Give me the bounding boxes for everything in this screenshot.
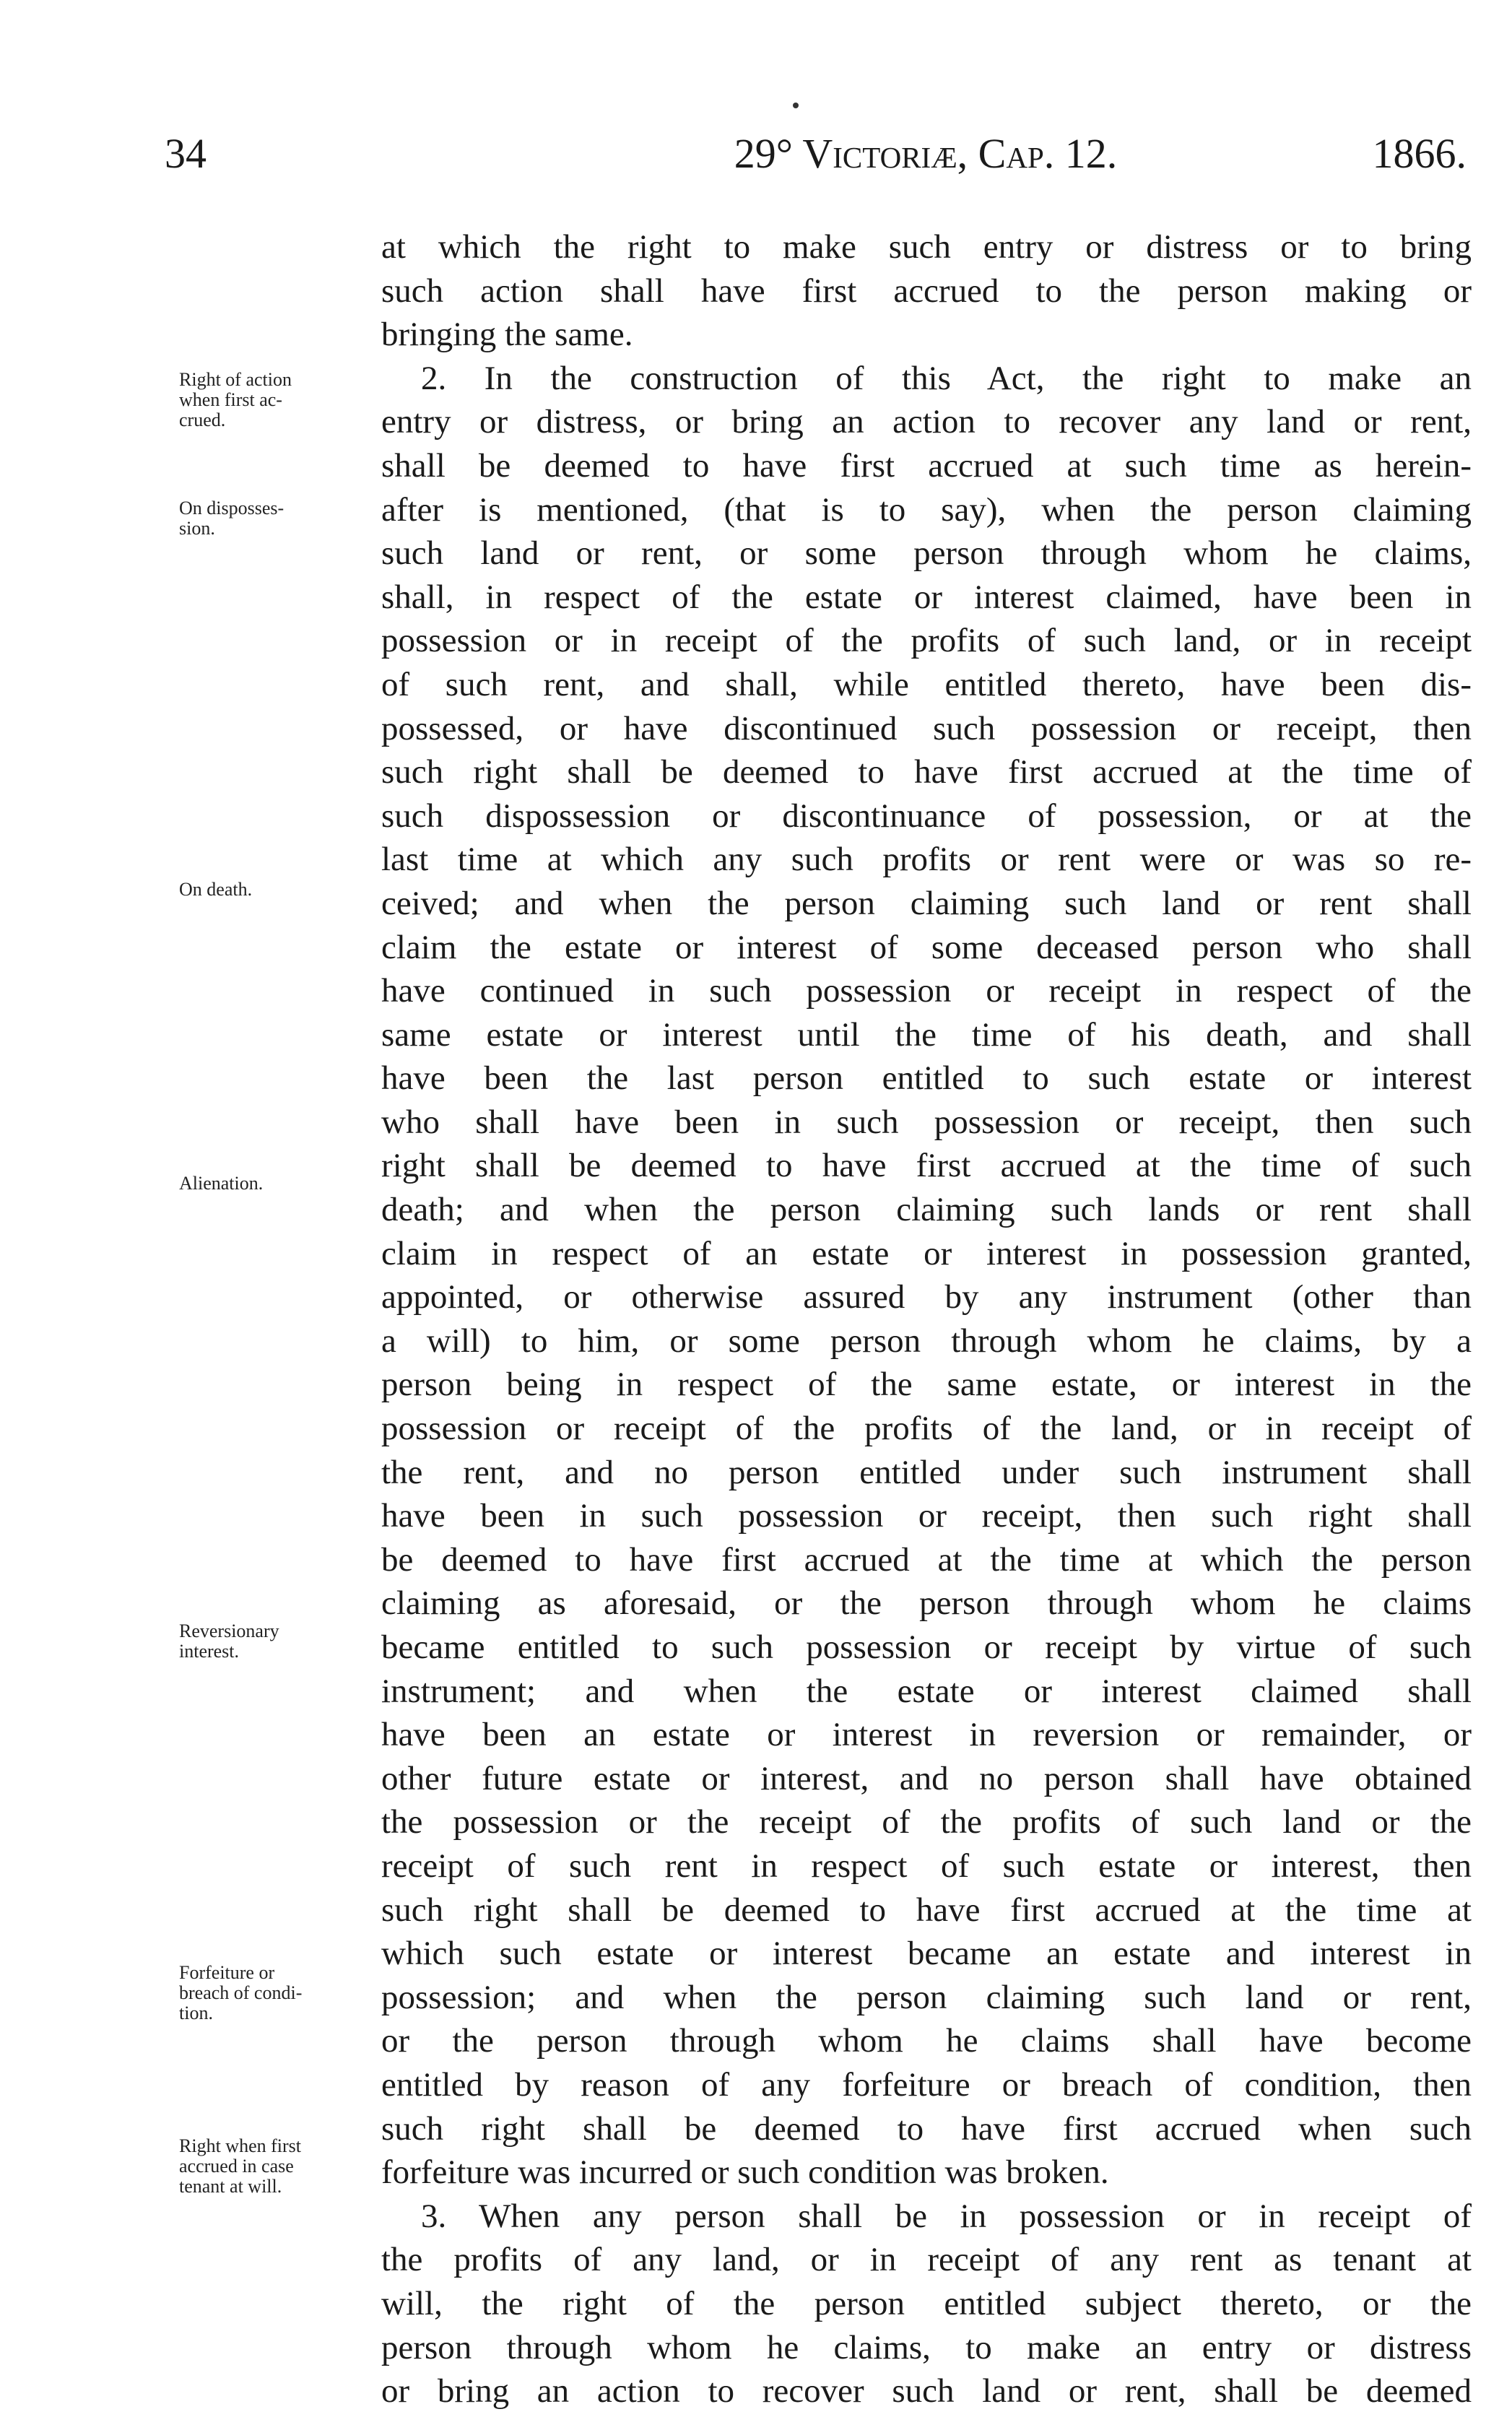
margin-note-alienation: Alienation.	[179, 1173, 264, 1194]
margin-note-tenant-at-will: Right when first accrued in case tenant at will.	[179, 2135, 301, 2197]
running-title: 29° Victoriæ, Cap. 12.	[734, 130, 1118, 177]
paragraph-continuation: at which the right to make such entry or distress or to bring such action shall have first accrued to the person making or bringing the same.	[381, 228, 1472, 354]
margin-note-reversionary-interest: Reversionary interest.	[179, 1620, 279, 1662]
statute-text	[381, 225, 1472, 2413]
section-2: 2. In the construction of this Act, the right to make an entry or distress, or bring an action to recover any land or rent, shall be deemed to have first accrued at such time as herein- after is mentioned, (that is to say), when the person claiming such land or rent, or some person through whom he claims, shall, in respect of the estate or interest claimed, have been in possession or in receipt of the profits of such land, or in receipt of such rent, and shall, while entitled thereto, have been dis- possessed, or have discontinued such possession or receipt, then such right shall be deemed to have first accrued at the time of such dispossession or discontinuance of possession, or at the last time at which any such profits or rent were or was so re- ceived; and when the person claiming such land or rent shall claim the estate or interest of some deceased person who shall have continued in such possession or receipt in respect of the same estate or interest until the time of his death, and shall have been the last person entitled to such estate or interest who shall have been in such possession or receipt, then such right shall be deemed to have first accrued at the time of such death; and when the person claiming such lands or rent shall claim in respect of an estate or interest in possession granted, appointed, or otherwise assured by any instrument (other than a will) to him, or some person through whom he claims, by a person being in respect of the same estate, or interest in the possession or receipt of the profits of the land, or in receipt of the rent, and no person entitled under such instrument shall have been in such possession or receipt, then such right shall be deemed to have first accrued at the time at which the person claiming as aforesaid, or the person through whom he claims became entitled to such possession or receipt by virtue of such instrument; and when the estate or interest claimed shall have been an estate or interest in reversion or remainder, or other future estate or interest, and no person shall have obtained the possession or the receipt of the profits of such land or the receipt of such rent in respect of such estate or interest, then such right shall be deemed to have first accrued at the time at which such estate or interest became an estate and interest in possession; and when the person claiming such land or rent, or the person through whom he claims shall have become entitled by reason of any forfeiture or breach of condition, then such right shall be deemed to have first accrued when such forfeiture was incurred or such condition was broken.	[381, 359, 1472, 2192]
margin-note-right-of-action: Right of action when first ac- crued.	[179, 369, 292, 430]
year: 1866.	[1372, 130, 1467, 177]
margin-note-on-dispossession: On disposses- sion.	[179, 498, 284, 539]
printer-mark	[793, 103, 799, 108]
section-3: 3. When any person shall be in possession or in receipt of the profits of any land, or in receipt of any rent as tenant at will, the right of the person entitled subject thereto, or the person through whom he claims, to make an entry or distress or bring an action to recover such land or rent, shall be deemed	[381, 2197, 1472, 2411]
page-number: 34	[165, 130, 207, 177]
margin-note-forfeiture: Forfeiture or breach of condi- tion.	[179, 1962, 303, 2023]
margin-note-on-death: On death.	[179, 879, 253, 900]
